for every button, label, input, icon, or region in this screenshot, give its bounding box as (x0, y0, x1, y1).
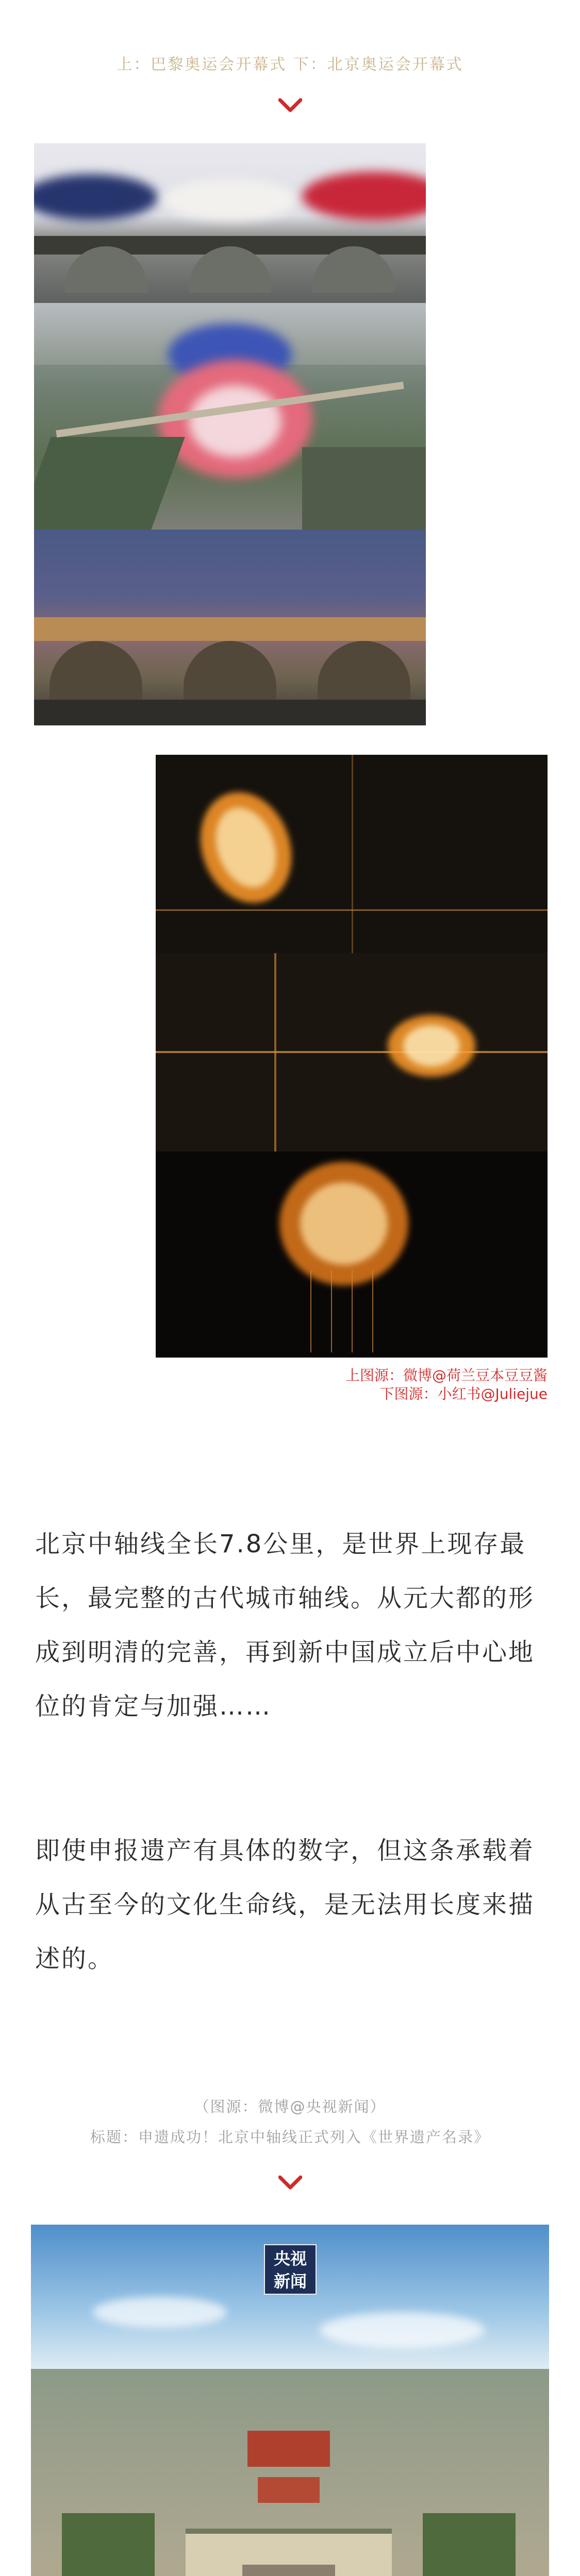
top-caption: 上：巴黎奥运会开幕式 下：北京奥运会开幕式 (117, 56, 463, 74)
chevron-down-icon (278, 98, 302, 113)
photo-credit-top: 上图源：微博@荷兰豆本豆豆酱 (345, 1367, 548, 1384)
paris-opening-collage (34, 143, 426, 725)
paris-bridge-tricolor-photo (34, 143, 426, 303)
logo-text-line1: 央视 (273, 2249, 307, 2268)
poster-aerial-photo (31, 2369, 549, 2576)
beijing-footprint-fireworks-collage (156, 755, 548, 1358)
paragraph-axis-length: 北京中轴线全长7.8公里，是世界上现存最长，最完整的古代城市轴线。从元大都的形成到明清的完善，再到新中国成立后中心地位的肯定与加强…… (35, 1530, 535, 1721)
night-photo-top (156, 755, 548, 953)
paris-bridge-dusk-photo (34, 530, 426, 725)
cctv-news-logo (264, 2244, 317, 2295)
night-photo-middle (156, 953, 548, 1151)
paragraph-heritage-meaning: 即使申报遗产有具体的数字，但这条承载着从古至今的文化生命线，是无法用长度来描述的。 (35, 1836, 535, 1973)
logo-text-line2: 新闻 (273, 2272, 307, 2291)
poster-source-caption: （图源：微博@央视新闻） (194, 2098, 386, 2115)
cctv-heritage-poster (31, 2225, 549, 2576)
night-photo-bottom (156, 1151, 548, 1358)
poster-title-caption: 标题：申遗成功！北京中轴线正式列入《世界遗产名录》 (90, 2128, 490, 2146)
paris-aerial-smoke-photo (34, 303, 426, 530)
photo-credit-bottom: 下图源：小红书@Juliejue (379, 1385, 548, 1402)
chevron-down-icon (278, 2175, 302, 2191)
